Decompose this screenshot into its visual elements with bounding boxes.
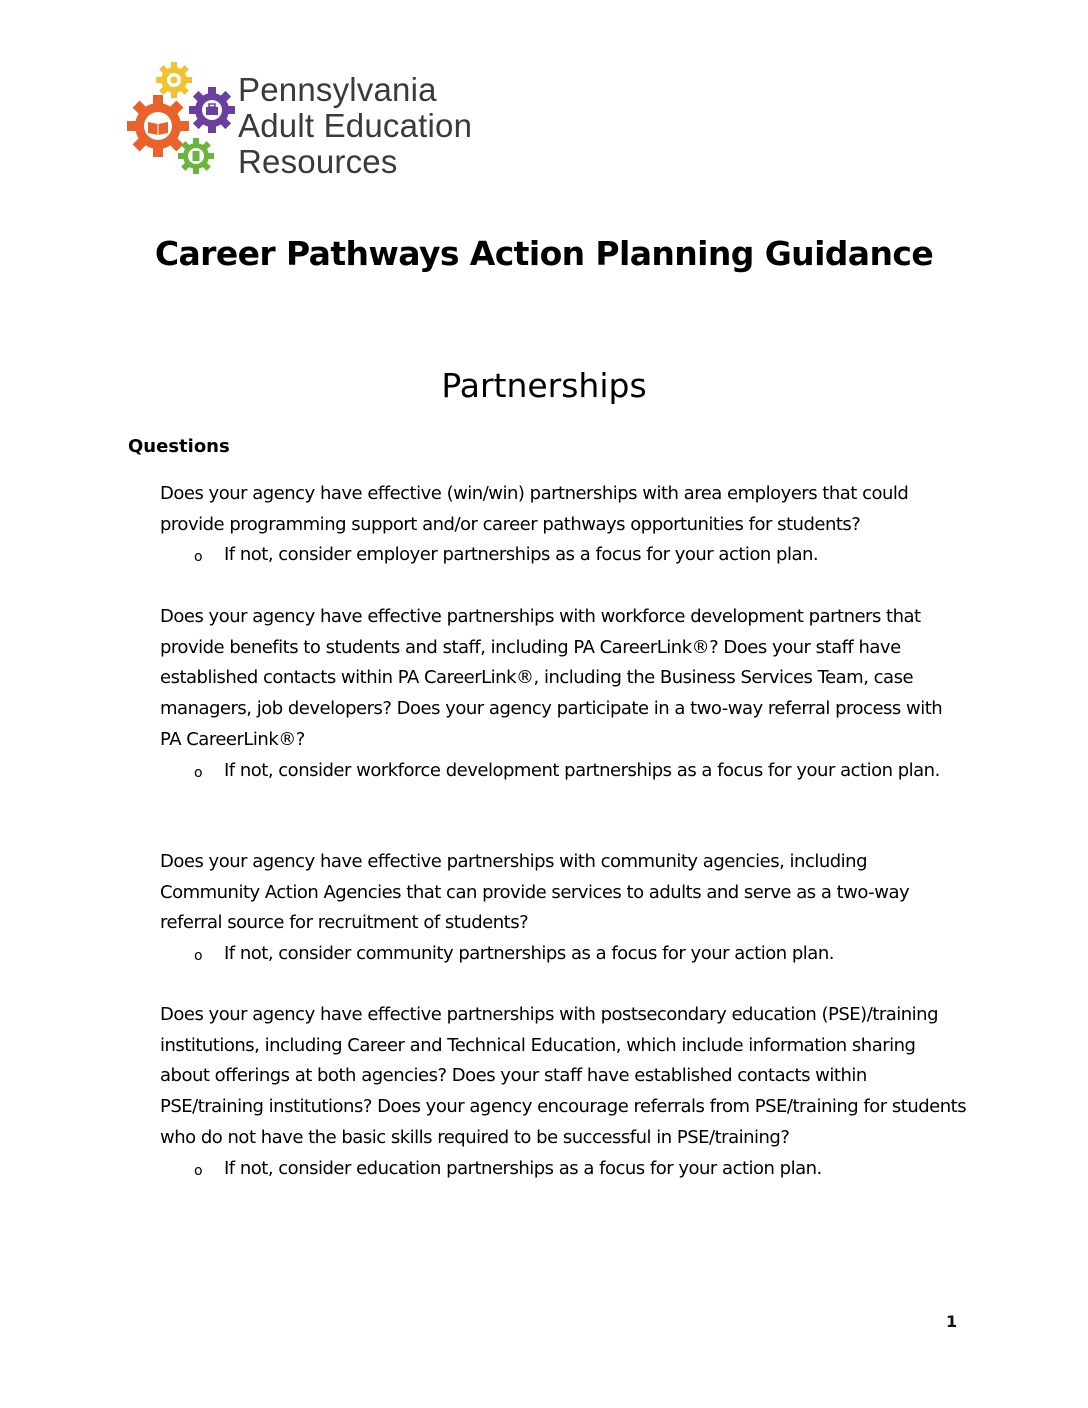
sub-bullet-icon: o (194, 1162, 203, 1179)
logo-wordmark (238, 72, 472, 180)
sub-bullet-icon: o (194, 549, 203, 566)
question-text: Does your agency have effective partnerships with community agencies, including Community Action Agencies that can provide services to adults and serve as a two-way referral source for recruitment of students? (160, 851, 910, 934)
sub-item (194, 939, 968, 970)
section-heading: Partnerships (441, 366, 647, 405)
sub-item (194, 1154, 968, 1185)
question-item (128, 1000, 968, 1184)
logo-line-1: Pennsylvania (238, 71, 437, 108)
page-number: 1 (946, 1312, 958, 1331)
green-gear-icon (178, 138, 214, 174)
logo-line-2: Adult Education (238, 107, 473, 144)
sub-item-text: If not, consider community partnerships as a focus for your action plan. (224, 943, 834, 965)
purple-gear-icon (189, 87, 235, 133)
question-text: Does your agency have effective partnerships with postsecondary education (PSE)/training institutions, including Career and Technical Education, which include information sharing about offerings at both agencies? Does your staff have established contacts within PSE/training institutions? Does your agency encourage referrals from PSE/training for students who do not have the basic skills required to be successful in PSE/training? (160, 1004, 967, 1148)
logo (126, 60, 506, 180)
questions-heading: Questions (128, 436, 230, 457)
sub-bullet-icon: o (194, 948, 203, 965)
logo-line-3: Resources (238, 143, 398, 180)
document-title: Career Pathways Action Planning Guidance (154, 234, 934, 273)
question-item (128, 479, 968, 571)
question-item (128, 847, 968, 970)
question-text: Does your agency have effective partnerships with workforce development partners that provide benefits to students and staff, including PA CareerLink®? Does your staff have established contacts within PA CareerLink®, including the Business Services Team, case managers, job developers? Does your agency participate in a two-way referral process with PA CareerLink®? (160, 606, 943, 750)
sub-item-text: If not, consider employer partnerships as a focus for your action plan. (224, 544, 819, 566)
sub-item-text: If not, consider workforce development partnerships as a focus for your action plan. (224, 759, 940, 781)
sub-bullet-icon: o (194, 764, 203, 781)
gears-icon (126, 60, 238, 180)
orange-gear-icon (127, 95, 189, 157)
sub-item (194, 540, 968, 571)
sub-item-text: If not, consider education partnerships as a focus for your action plan. (224, 1157, 822, 1179)
yellow-gear-icon (156, 62, 192, 98)
sub-item (194, 756, 968, 787)
question-text: Does your agency have effective (win/win) partnerships with area employers that could provide programming support and/or career pathways opportunities for students? (160, 483, 909, 535)
question-item (128, 602, 968, 786)
